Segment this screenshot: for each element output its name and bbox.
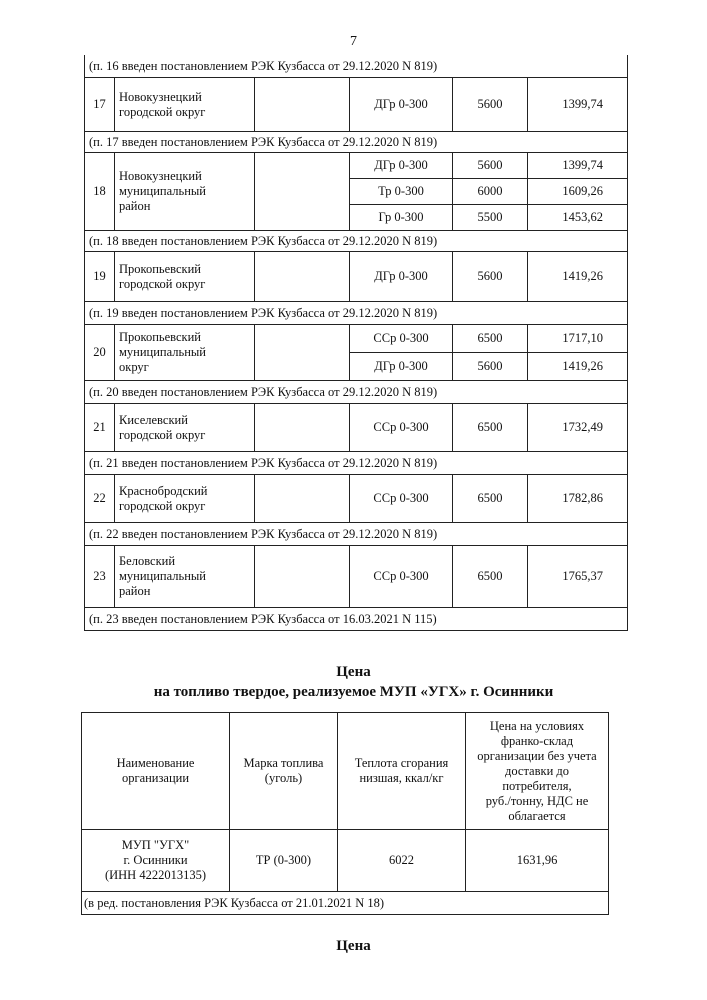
empty-cell xyxy=(255,325,350,381)
amendment-note: (п. 22 введен постановлением РЭК Кузбасса от 29.12.2020 N 819) xyxy=(85,523,628,546)
price-value: 1419,26 xyxy=(528,353,628,381)
amendment-note: (п. 20 введен постановлением РЭК Кузбасса от 29.12.2020 N 819) xyxy=(85,381,628,404)
price-value: 1732,49 xyxy=(528,404,628,452)
price-value: 1782,86 xyxy=(528,475,628,523)
calorific-value: 6500 xyxy=(453,404,528,452)
price-value: 1631,96 xyxy=(466,830,609,892)
row-number: 23 xyxy=(85,546,115,608)
municipality-name: Краснобродский городской округ xyxy=(115,475,255,523)
price-value: 1609,26 xyxy=(528,179,628,205)
section-subtitle: на топливо твердое, реализуемое МУП «УГХ» г. Осинники xyxy=(153,684,554,700)
calorific-value: 5600 xyxy=(453,78,528,132)
calorific-value: 6000 xyxy=(453,179,528,205)
amendment-note: (п. 19 введен постановлением РЭК Кузбасса от 29.12.2020 N 819) xyxy=(85,302,628,325)
fuel-mark: ДГр 0-300 xyxy=(350,252,453,302)
price-value: 1399,74 xyxy=(528,78,628,132)
calorific-value: 6500 xyxy=(453,546,528,608)
row-number: 17 xyxy=(85,78,115,132)
empty-cell xyxy=(255,252,350,302)
header-fuel-mark: Марка топлива (уголь) xyxy=(230,713,338,830)
municipality-name: Прокопьевский городской округ xyxy=(115,252,255,302)
fuel-price-table-municipalities xyxy=(84,55,628,631)
amendment-note: (п. 23 введен постановлением РЭК Кузбасса от 16.03.2021 N 115) xyxy=(85,608,628,631)
header-heat-value: Теплота сгорания низшая, ккал/кг xyxy=(338,713,466,830)
page-number: 7 xyxy=(350,34,357,49)
section-title: Цена xyxy=(336,664,371,680)
empty-cell xyxy=(255,78,350,132)
fuel-mark: ССр 0-300 xyxy=(350,404,453,452)
municipality-name: Киселевский городской округ xyxy=(115,404,255,452)
fuel-mark: Гр 0-300 xyxy=(350,205,453,231)
fuel-mark: ССр 0-300 xyxy=(350,475,453,523)
municipality-name: Прокопьевский муниципальный округ xyxy=(115,325,255,381)
price-value: 1419,26 xyxy=(528,252,628,302)
amendment-note: (п. 21 введен постановлением РЭК Кузбасса от 29.12.2020 N 819) xyxy=(85,452,628,475)
municipality-name: Беловский муниципальный район xyxy=(115,546,255,608)
empty-cell xyxy=(255,475,350,523)
fuel-mark: Тр 0-300 xyxy=(350,179,453,205)
row-number: 18 xyxy=(85,153,115,231)
calorific-value: 5600 xyxy=(453,153,528,179)
amendment-note-16: (п. 16 введен постановлением РЭК Кузбасса от 29.12.2020 N 819) xyxy=(85,55,628,78)
row-number: 20 xyxy=(85,325,115,381)
municipality-name: Новокузнецкий городской округ xyxy=(115,78,255,132)
amendment-note: (п. 18 введен постановлением РЭК Кузбасса от 29.12.2020 N 819) xyxy=(85,231,628,252)
calorific-value: 6500 xyxy=(453,475,528,523)
calorific-value: 6500 xyxy=(453,325,528,353)
calorific-value: 5600 xyxy=(453,252,528,302)
price-value: 1399,74 xyxy=(528,153,628,179)
header-organization: Наименование организации xyxy=(82,713,230,830)
price-value: 1765,37 xyxy=(528,546,628,608)
calorific-value: 5500 xyxy=(453,205,528,231)
fuel-mark: ССр 0-300 xyxy=(350,325,453,353)
heat-value: 6022 xyxy=(338,830,466,892)
calorific-value: 5600 xyxy=(453,353,528,381)
price-value: 1453,62 xyxy=(528,205,628,231)
amendment-note: (в ред. постановления РЭК Кузбасса от 21.01.2021 N 18) xyxy=(82,892,609,915)
empty-cell xyxy=(255,404,350,452)
header-price: Цена на условиях франко-склад организации без учета доставки до потребителя, руб./тонну, НДС не облагается xyxy=(466,713,609,830)
bottom-title: Цена xyxy=(336,938,371,954)
row-number: 21 xyxy=(85,404,115,452)
fuel-mark: ССр 0-300 xyxy=(350,546,453,608)
price-value: 1717,10 xyxy=(528,325,628,353)
fuel-price-table-ugh xyxy=(81,712,609,915)
fuel-mark: ДГр 0-300 xyxy=(350,353,453,381)
fuel-mark: ТР (0-300) xyxy=(230,830,338,892)
fuel-mark: ДГр 0-300 xyxy=(350,153,453,179)
organization-name: МУП "УГХ" г. Осинники (ИНН 4222013135) xyxy=(82,830,230,892)
amendment-note: (п. 17 введен постановлением РЭК Кузбасса от 29.12.2020 N 819) xyxy=(85,132,628,153)
row-number: 22 xyxy=(85,475,115,523)
empty-cell xyxy=(255,546,350,608)
row-number: 19 xyxy=(85,252,115,302)
municipality-name: Новокузнецкий муниципальный район xyxy=(115,153,255,231)
fuel-mark: ДГр 0-300 xyxy=(350,78,453,132)
empty-cell xyxy=(255,153,350,231)
